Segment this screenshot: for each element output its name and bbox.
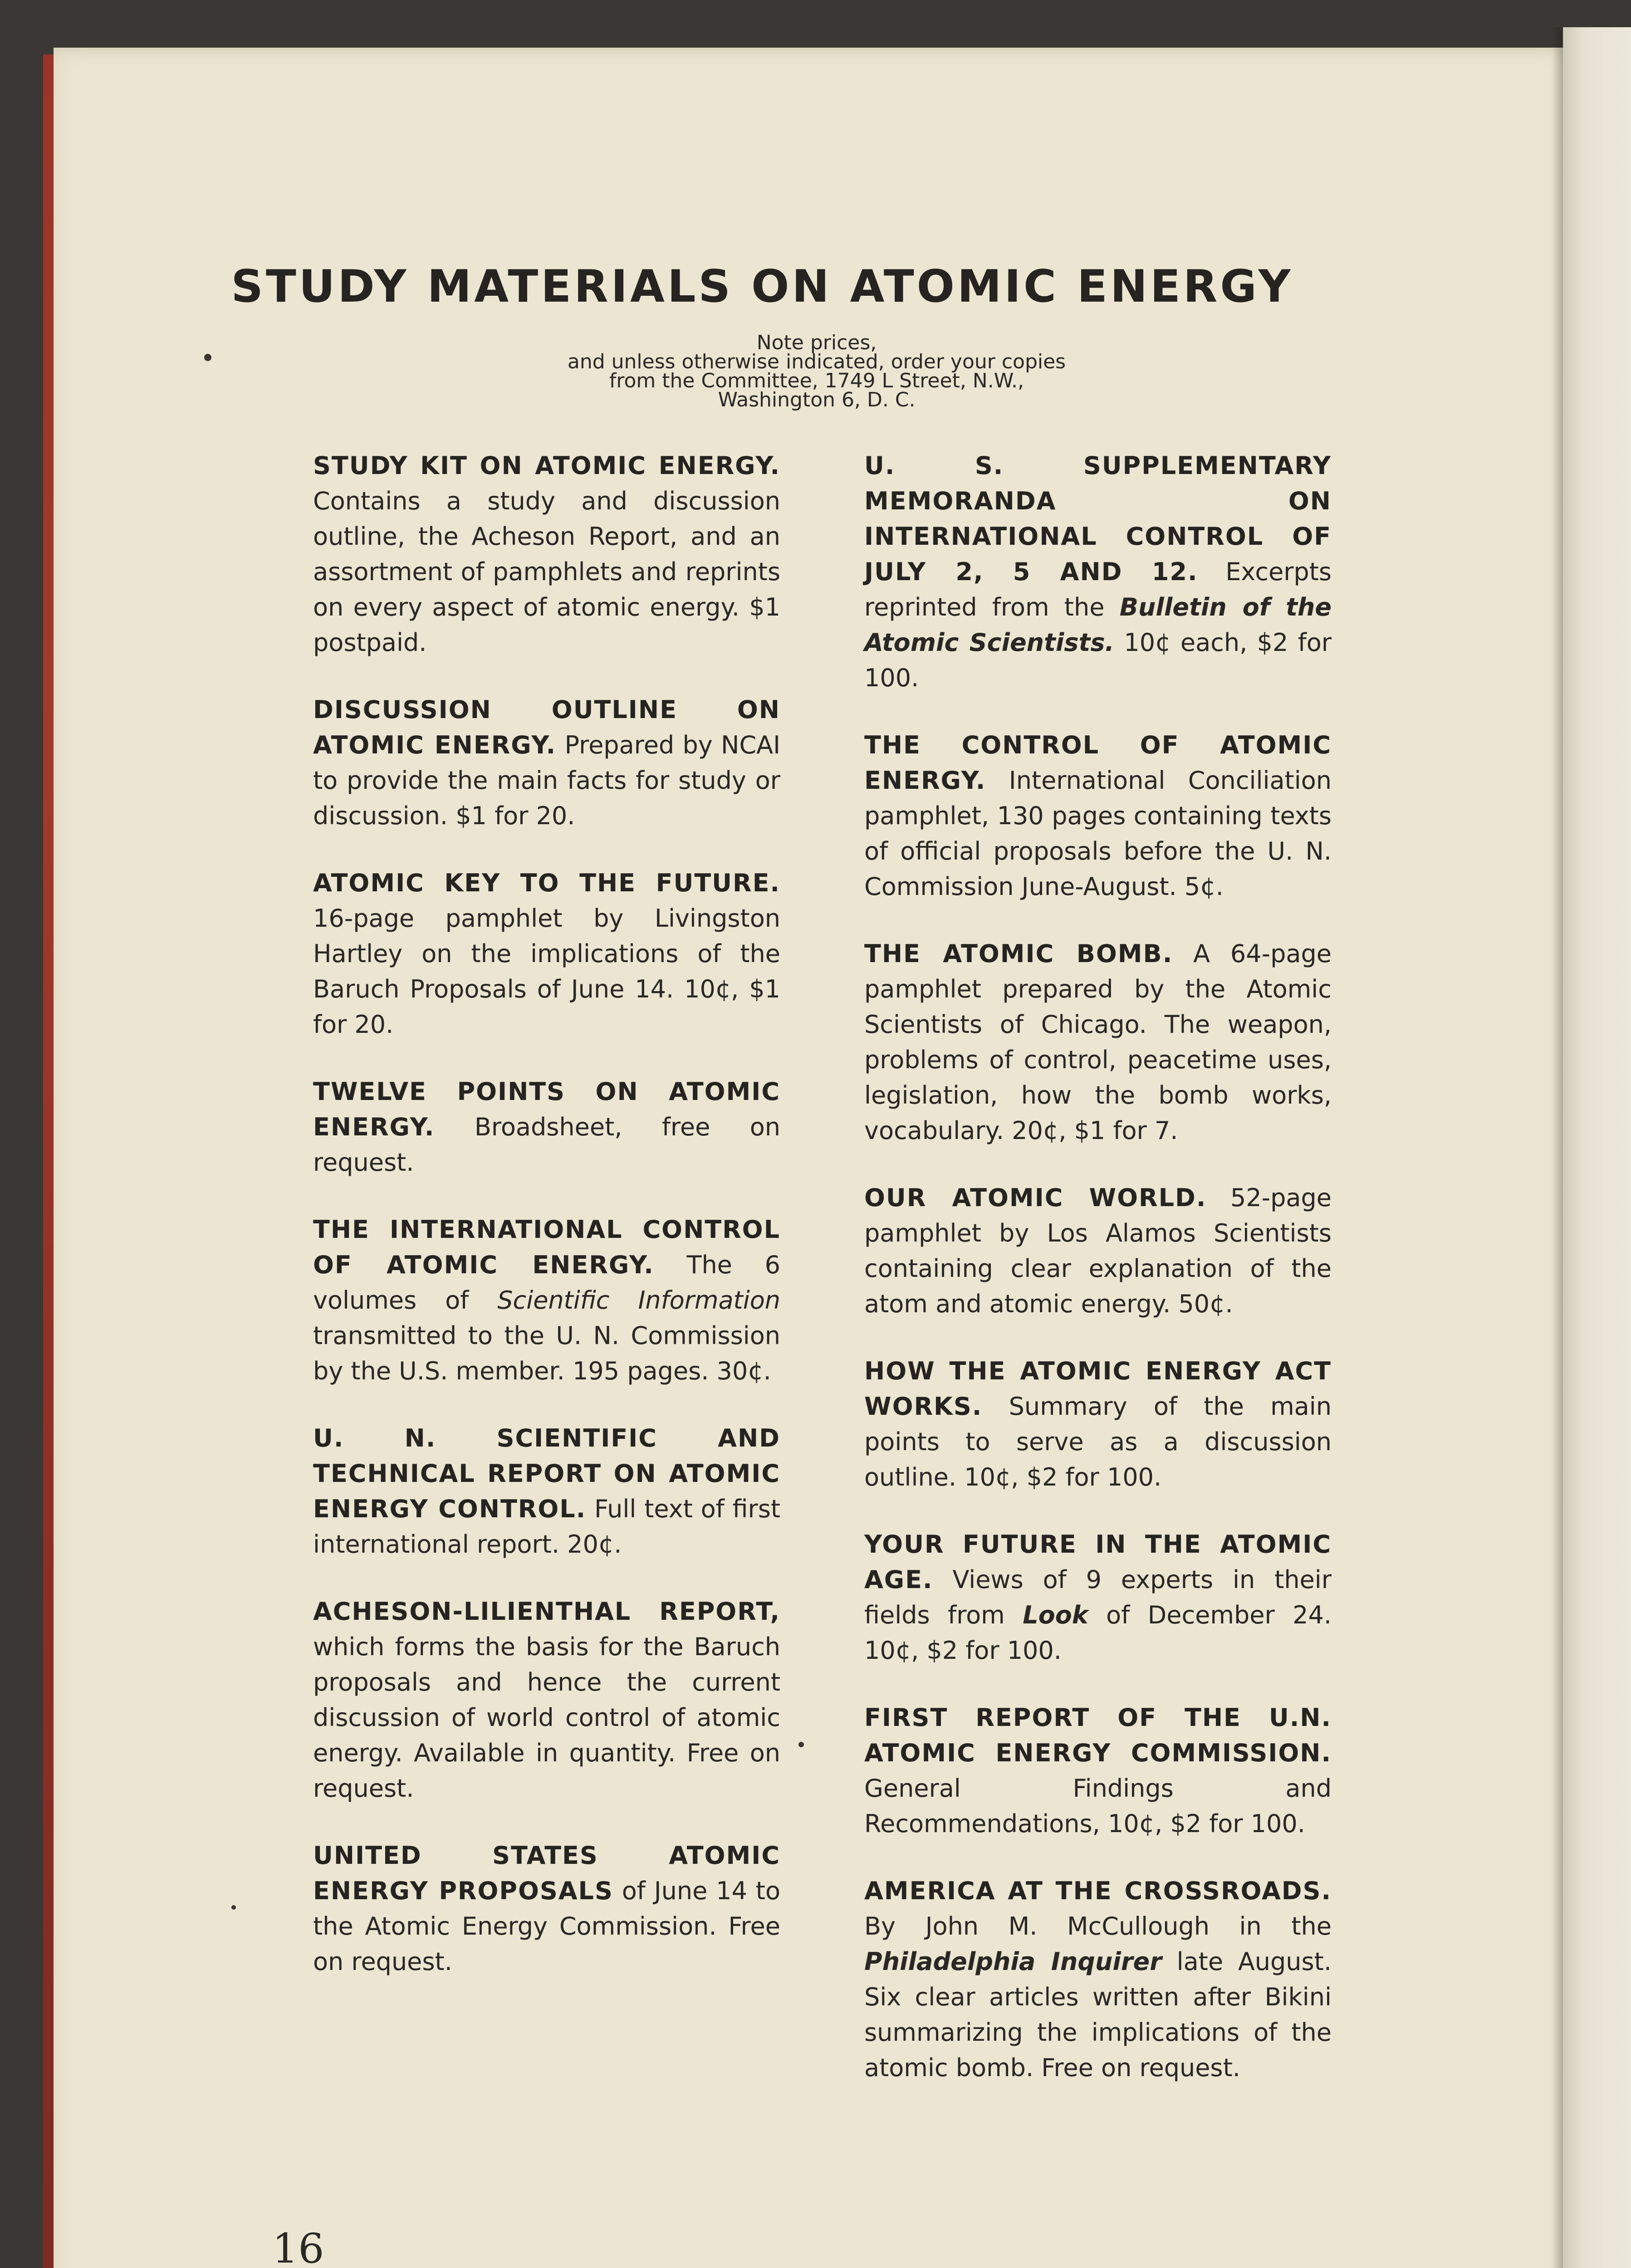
entry-text: late August. Six clear articles written after Bikini summarizing the implications of the atomic bomb. Free on request. xyxy=(864,1947,1332,2082)
entry-italic-title: Philadelphia Inquirer xyxy=(864,1947,1162,1976)
entry-twelve-points xyxy=(313,1074,780,1180)
entry-heading: UNITED STATES ATOMIC ENERGY PROPOSALS xyxy=(313,1841,780,1905)
entry-text: A 64-page pamphlet prepared by the Atomic Scientists of Chicago. The weapon, problems of control, peacetime uses, legislation, how the bomb works, vocabulary. 20¢, $1 for 7. xyxy=(864,939,1332,1145)
entry-study-kit xyxy=(313,448,780,660)
note-line: Washington 6, D. C. xyxy=(718,388,916,411)
ordering-note xyxy=(408,333,1225,410)
entry-text: of June 14 to the Atomic Energy Commission. Free on request. xyxy=(313,1877,780,1976)
entry-heading: OUR ATOMIC WORLD. xyxy=(864,1183,1207,1212)
entry-text: Summary of the main points to serve as a discussion outline. 10¢, $2 for 100. xyxy=(864,1392,1332,1491)
entry-acheson-lilienthal xyxy=(313,1594,780,1806)
entry-atomic-bomb xyxy=(864,936,1332,1149)
entry-us-proposals xyxy=(313,1838,780,1980)
entry-discussion-outline xyxy=(313,692,780,834)
entry-italic-title: Bulletin of the Atomic Scientists. xyxy=(864,593,1332,657)
entry-heading: ATOMIC KEY TO THE FUTURE. xyxy=(313,869,780,897)
entry-control-of-atomic-energy xyxy=(864,728,1332,904)
entry-heading: AMERICA AT THE CROSSROADS. xyxy=(864,1877,1332,1905)
entry-america-crossroads xyxy=(864,1873,1332,2086)
entry-text: Broadsheet, free on request. xyxy=(313,1113,781,1177)
entry-our-atomic-world xyxy=(864,1180,1332,1322)
entry-heading: DISCUSSION OUTLINE ON ATOMIC ENERGY. xyxy=(313,695,780,759)
paper-speck xyxy=(204,354,211,361)
entry-text: Full text of first international report. 20¢. xyxy=(313,1495,780,1559)
entry-international-control xyxy=(313,1212,780,1389)
entry-text: which forms the basis for the Baruch proposals and hence the current discussion of world control of atomic energy. Available in quantity. Free on request. xyxy=(313,1633,780,1803)
entry-heading: U. N. SCIENTIFIC AND TECHNICAL REPORT ON ATOMIC ENERGY CONTROL. xyxy=(313,1424,780,1523)
entry-text: Views of 9 experts in their fields from xyxy=(864,1565,1332,1629)
right-column xyxy=(864,448,1332,2117)
page-number: 16 xyxy=(272,2225,324,2268)
entry-heading: THE ATOMIC BOMB. xyxy=(864,939,1173,968)
entry-text: The 6 volumes of xyxy=(313,1251,780,1315)
note-line: from the Committee, 1749 L Street, N.W., xyxy=(609,369,1024,392)
entry-text: Prepared by NCAI to provide the main facts for study or discussion. $1 for 20. xyxy=(313,731,781,830)
entry-text: 10¢ each, $2 for 100. xyxy=(864,628,1332,692)
entry-text: By John M. McCullough in the xyxy=(864,1912,1332,1941)
entry-text: of December 24. 10¢, $2 for 100. xyxy=(864,1601,1332,1665)
entry-heading: U. S. SUPPLEMENTARY MEMORANDA ON INTERNATIONAL CONTROL OF JULY 2, 5 AND 12. xyxy=(864,451,1332,586)
entry-atomic-energy-act xyxy=(864,1354,1332,1495)
entry-italic-title: Scientific Information xyxy=(497,1286,780,1315)
paper-speck xyxy=(231,1905,236,1910)
next-page-edge xyxy=(1563,27,1631,2268)
entry-un-scientific-report xyxy=(313,1421,780,1562)
entry-atomic-key xyxy=(313,865,780,1042)
entry-heading: THE CONTROL OF ATOMIC ENERGY. xyxy=(864,731,1332,795)
entry-heading: YOUR FUTURE IN THE ATOMIC AGE. xyxy=(864,1530,1332,1594)
paper-speck xyxy=(798,1742,804,1747)
page-title: STUDY MATERIALS ON ATOMIC ENERGY xyxy=(231,261,1293,313)
entry-text: General Findings and Recommendations, 10¢, $2 for 100. xyxy=(864,1774,1332,1838)
entry-your-future xyxy=(864,1527,1332,1668)
entry-first-report xyxy=(864,1700,1332,1842)
entry-text: International Conciliation pamphlet, 130 pages containing texts of official proposals before the U. N. Commission June-August. 5¢. xyxy=(864,766,1332,901)
entry-heading: TWELVE POINTS ON ATOMIC ENERGY. xyxy=(313,1077,780,1141)
entry-text: Contains a study and discussion outline, the Acheson Report, and an assortment of pamphlets and reprints on every aspect of atomic energy. $1 postpaid. xyxy=(313,487,780,657)
entry-text: Excerpts reprinted from the xyxy=(864,557,1332,621)
entry-supplementary-memoranda xyxy=(864,448,1332,696)
note-line: Note prices, xyxy=(756,331,877,354)
note-line: and unless otherwise indicated, order your copies xyxy=(567,350,1066,373)
entry-text: 52-page pamphlet by Los Alamos Scientists containing clear explanation of the atom and atomic energy. 50¢. xyxy=(864,1183,1332,1318)
entry-text: transmitted to the U. N. Commission by the U.S. member. 195 pages. 30¢. xyxy=(313,1321,780,1385)
entry-heading: ACHESON-LILIENTHAL REPORT, xyxy=(313,1597,780,1626)
entry-italic-title: Look xyxy=(1023,1601,1088,1629)
entry-heading: FIRST REPORT OF THE U.N. ATOMIC ENERGY COMMISSION. xyxy=(864,1703,1332,1767)
entry-heading: STUDY KIT ON ATOMIC ENERGY. xyxy=(313,451,780,480)
left-column xyxy=(313,448,780,2011)
entry-heading: HOW THE ATOMIC ENERGY ACT WORKS. xyxy=(864,1357,1332,1421)
entry-heading: THE INTERNATIONAL CONTROL OF ATOMIC ENERGY. xyxy=(313,1215,780,1279)
entry-text: 16-page pamphlet by Livingston Hartley on the implications of the Baruch Proposals of June 14. 10¢, $1 for 20. xyxy=(313,904,780,1039)
